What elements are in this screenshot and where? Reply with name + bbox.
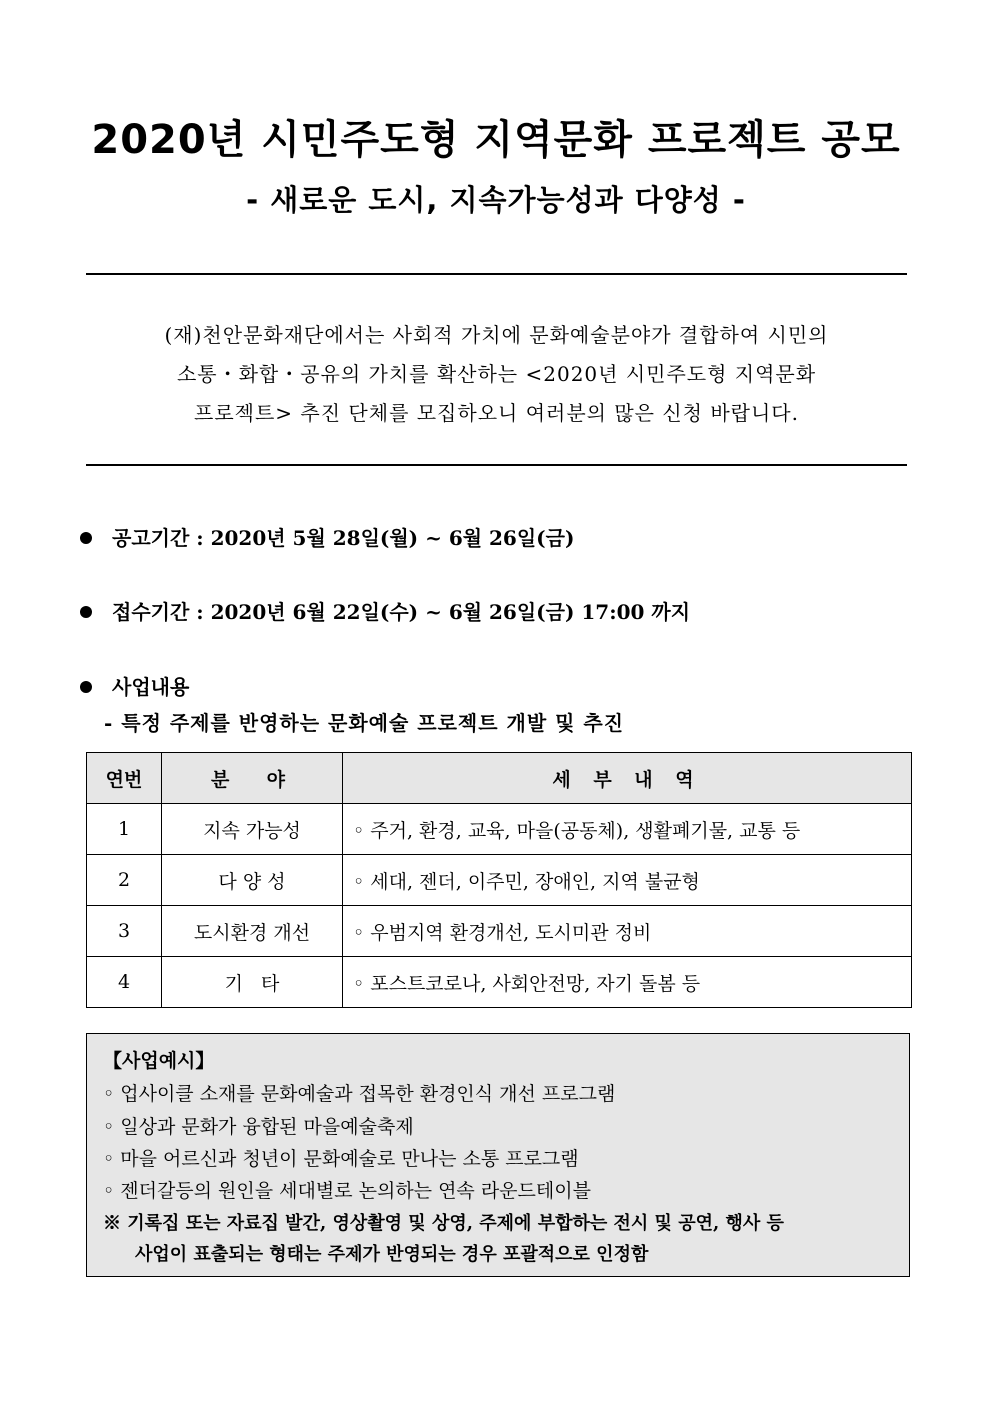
table-row <box>87 957 912 1008</box>
table-row <box>87 855 912 906</box>
column-header-field: 분 야 <box>162 753 343 804</box>
row-field: 지속 가능성 <box>162 804 343 855</box>
business-table <box>86 752 912 1008</box>
bullet-icon <box>80 606 92 618</box>
reception-period <box>80 596 690 625</box>
row-details: ◦ 세대, 젠더, 이주민, 장애인, 지역 불균형 <box>343 855 912 906</box>
bullet-icon <box>80 681 92 693</box>
table-header-row <box>87 753 912 804</box>
row-number: 2 <box>87 855 162 906</box>
divider-top <box>86 273 907 275</box>
row-details: ◦ 포스트코로나, 사회안전망, 자기 돌봄 등 <box>343 957 912 1008</box>
page-title: 2020년 시민주도형 지역문화 프로젝트 공모 <box>91 117 901 163</box>
row-number: 3 <box>87 906 162 957</box>
page-subtitle: - 새로운 도시, 지속가능성과 다양성 - <box>246 183 746 217</box>
announcement-period <box>80 522 574 551</box>
examples-note: ※ 기록집 또는 자료집 발간, 영상촬영 및 상영, 주제에 부합하는 전시 및 공연, 행사 등 <box>103 1213 784 1234</box>
table-row <box>87 804 912 855</box>
intro-line: 소통・화합・공유의 가치를 확산하는 <2020년 시민주도형 지역문화 <box>176 362 817 386</box>
intro-line: (재)천안문화재단에서는 사회적 가치에 문화예술분야가 결합하여 시민의 <box>164 323 829 347</box>
bullet-icon <box>80 532 92 544</box>
divider-bottom <box>86 464 907 466</box>
announcement-text: 공고기간 : 2020년 5월 28일(월) ~ 6월 26일(금) <box>112 526 575 550</box>
column-header-details: 세 부 내 역 <box>343 753 912 804</box>
row-number: 4 <box>87 957 162 1008</box>
example-item: ◦ 일상과 문화가 융합된 마을예술축제 <box>103 1116 414 1138</box>
examples-box <box>86 1033 910 1277</box>
row-number: 1 <box>87 804 162 855</box>
business-description: - 특정 주제를 반영하는 문화예술 프로젝트 개발 및 추진 <box>104 711 625 735</box>
example-item: ◦ 마을 어르신과 청년이 문화예술로 만나는 소통 프로그램 <box>103 1148 579 1170</box>
row-details: ◦ 주거, 환경, 교육, 마을(공동체), 생활폐기물, 교통 등 <box>343 804 912 855</box>
examples-title: 【사업예시】 <box>103 1050 215 1072</box>
intro-line: 프로젝트> 추진 단체를 모집하오니 여러분의 많은 신청 바랍니다. <box>194 401 799 425</box>
examples-note-continued: 사업이 표출되는 형태는 주제가 반영되는 경우 포괄적으로 인정함 <box>135 1244 649 1265</box>
row-field: 도시환경 개선 <box>162 906 343 957</box>
intro-paragraph <box>86 316 907 433</box>
column-header-number: 연번 <box>87 753 162 804</box>
business-heading-text: 사업내용 <box>112 675 190 699</box>
row-details: ◦ 우범지역 환경개선, 도시미관 정비 <box>343 906 912 957</box>
reception-text: 접수기간 : 2020년 6월 22일(수) ~ 6월 26일(금) 17:00 까지 <box>112 600 691 624</box>
table-row <box>87 906 912 957</box>
example-item: ◦ 업사이클 소재를 문화예술과 접목한 환경인식 개선 프로그램 <box>103 1083 616 1105</box>
row-field: 기 타 <box>162 957 343 1008</box>
row-field: 다 양 성 <box>162 855 343 906</box>
example-item: ◦ 젠더갈등의 원인을 세대별로 논의하는 연속 라운드테이블 <box>103 1180 591 1202</box>
business-heading <box>80 671 189 700</box>
